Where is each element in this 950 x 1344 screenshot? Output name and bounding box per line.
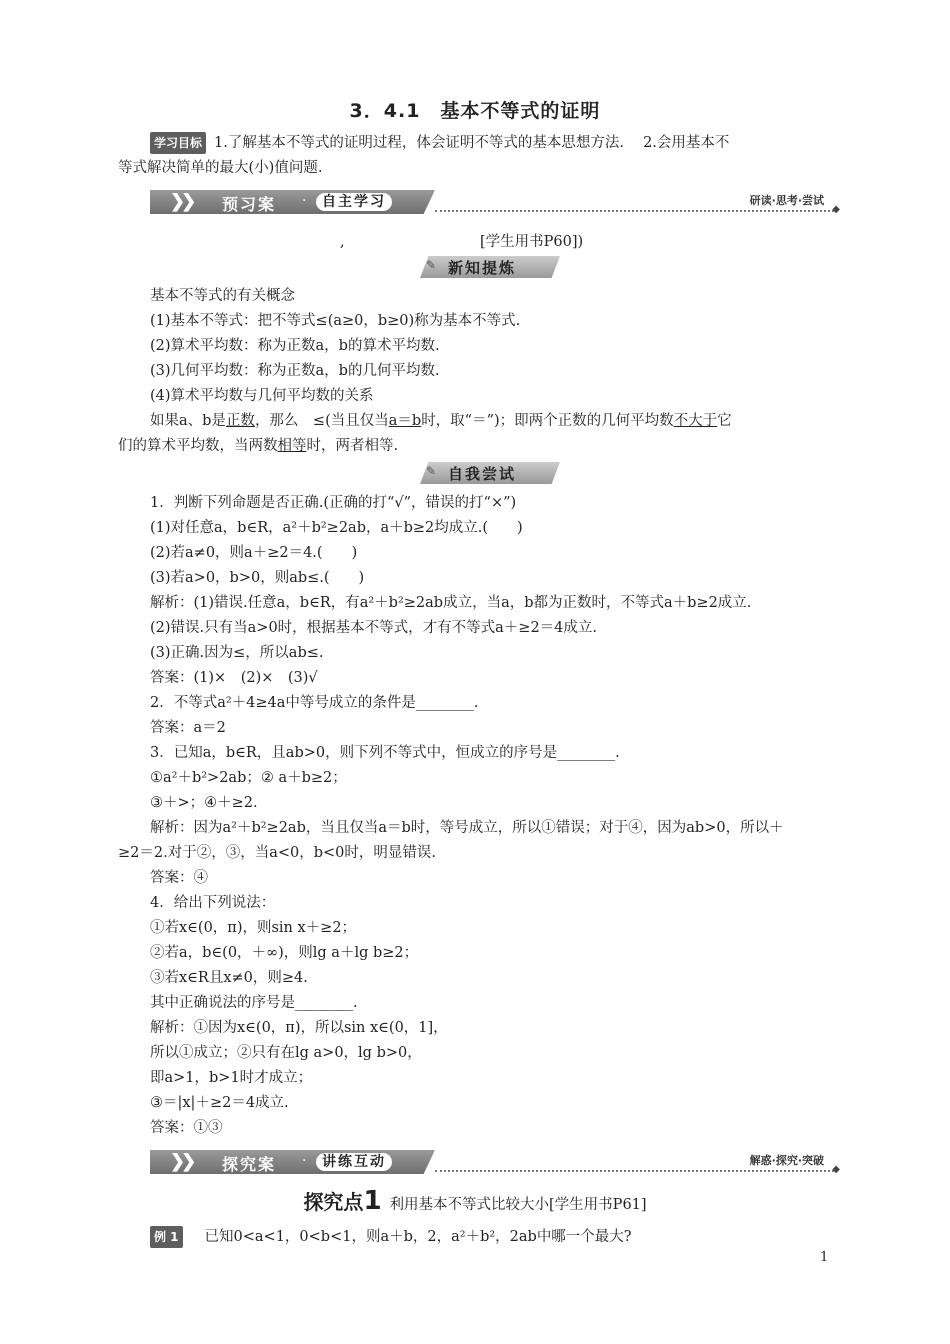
explore-bar-tagline: 解惑·探究·突破 (749, 1154, 824, 1167)
leaf-icon: ✎ (426, 258, 437, 272)
text-span: 时，取“＝”)；即两个正数的几何平均数 (421, 413, 674, 429)
underlined-answer: 不大于 (673, 413, 718, 429)
bar-dot-separator: · (302, 1153, 307, 1169)
self-test-heading (420, 462, 560, 484)
explore-section-bar (150, 1150, 840, 1178)
point-label: 探究点 (303, 1190, 364, 1214)
page-number: 1 (820, 1250, 829, 1265)
preview-bar-subtitle: 自主学习 (316, 193, 392, 211)
content-line: 解析：因为a²＋b²≥2ab，当且仅当a＝b时，等号成立，所以①错误；对于④，因为ab>0，所以＋ (150, 820, 784, 836)
underlined-answer: 正数 (225, 413, 255, 429)
point-topic: 利用基本不等式比较大小[学生用书P61] (389, 1197, 647, 1213)
relation-line-2 (118, 436, 398, 456)
content-line: ①若x∈(0，π)，则sin x＋≥2； (150, 920, 357, 936)
content-line: (3)若a>0，b>0，则ab≤.( ) (150, 570, 365, 586)
double-chevron-icon: ❯❯ (170, 1151, 193, 1172)
underlined-answer: a＝b (388, 413, 422, 429)
comma-mark: , (340, 234, 345, 250)
concept-item: (3)几何平均数：称为正数a，b的几何平均数. (150, 363, 440, 379)
content-line: (1)对任意a，b∈R，a²＋b²≥2ab，a＋b≥2均成立.( ) (150, 520, 523, 536)
double-chevron-icon: ❯❯ (170, 191, 193, 212)
new-knowledge-heading (420, 256, 560, 278)
bar-dot-separator: · (302, 193, 307, 209)
dotted-rule (435, 1170, 834, 1172)
objectives-badge: 学习目标 (150, 132, 206, 154)
objectives-text-1: 1.了解基本不等式的证明过程，体会证明不等式的基本思想方法. 2.会用基本不 (214, 135, 730, 151)
content-line: ③＋>；④＋≥2. (150, 795, 258, 811)
exploration-point-title (0, 1186, 950, 1216)
objectives-line-1 (150, 132, 729, 154)
diamond-icon: ◆ (832, 1164, 840, 1175)
content-line: 答案：a＝2 (150, 720, 226, 736)
content-line: 解析：(1)错误.任意a，b∈R，有a²＋b²≥2ab成立，当a，b都为正数时，不等式a＋b≥2成立. (150, 595, 752, 611)
content-line: 1．判断下列命题是否正确.(正确的打“√”，错误的打“×”) (150, 495, 517, 511)
dotted-rule (435, 210, 834, 212)
content-line: 2．不等式a²＋4≥4a中等号成立的条件是________. (150, 695, 479, 711)
example-text: 已知0<a<1，0<b<1，则a＋b，2，a²＋b²，2ab中哪一个最大? (204, 1229, 632, 1245)
concept-item: (2)算术平均数：称为正数a，b的算术平均数. (150, 338, 440, 354)
text-span: 们的算术平均数，当两数 (118, 438, 278, 454)
page-title: 3．4.1 基本不等式的证明 (349, 100, 601, 122)
new-knowledge-label: 新知提炼 (448, 259, 517, 277)
content-line: ①a²＋b²>2ab；② a＋b≥2； (150, 770, 347, 786)
diamond-icon: ◆ (832, 204, 840, 215)
content-line: 解析：①因为x∈(0，π)，所以sin x∈(0，1]， (150, 1020, 448, 1036)
student-book-ref-1: [学生用书P60]) (480, 234, 584, 250)
concept-item: (4)算术平均数与几何平均数的关系 (150, 388, 374, 404)
content-line: 所以①成立；②只有在lg a>0，lg b>0， (150, 1045, 422, 1061)
point-number: 1 (363, 1186, 382, 1216)
concepts-heading: 基本不等式的有关概念 (150, 288, 295, 304)
underlined-answer: 相等 (277, 438, 307, 454)
content-line: 4．给出下列说法： (150, 895, 276, 911)
preview-bar-tagline: 研读·思考·尝试 (749, 194, 824, 207)
content-line: (2)若a≠0，则a＋≥2＝4.( ) (150, 545, 358, 561)
content-line: ≥2＝2.对于②，③，当a<0，b<0时，明显错误. (118, 845, 436, 861)
preview-section-bar (150, 190, 840, 218)
preview-bar-band (150, 190, 435, 214)
content-line: ②若a，b∈(0，＋∞)，则lg a＋lg b≥2； (150, 945, 419, 961)
content-line: (3)正确.因为≤，所以ab≤. (150, 645, 324, 661)
text-span: 它 (717, 413, 732, 429)
text-span: 时，两者相等. (306, 438, 399, 454)
content-line: 答案：④ (150, 870, 208, 886)
self-test-label: 自我尝试 (448, 465, 517, 483)
content-line: 3．已知a，b∈R，且ab>0，则下列不等式中，恒成立的序号是________. (150, 745, 620, 761)
content-line: ③＝|x|＋≥2＝4成立. (150, 1095, 289, 1111)
explore-bar-subtitle: 讲练互动 (316, 1153, 392, 1171)
explore-bar-band (150, 1150, 435, 1174)
explore-bar-title: 探究案 (222, 1155, 277, 1174)
content-line: 答案：①③ (150, 1120, 223, 1136)
concept-item: (1)基本不等式：把不等式≤(a≥0，b≥0)称为基本不等式. (150, 313, 521, 329)
content-line: 其中正确说法的序号是________. (150, 995, 358, 1011)
text-span: 如果a、b是 (150, 413, 226, 429)
leaf-icon: ✎ (426, 464, 437, 478)
content-line: ③若x∈R且x≠0，则≥4. (150, 970, 308, 986)
example-1 (150, 1226, 632, 1248)
text-span: ，那么 ≤(当且仅当 (254, 413, 389, 429)
relation-line-1 (150, 411, 732, 431)
content-line: 即a>1，b>1时才成立； (150, 1070, 313, 1086)
example-badge: 例 1 (150, 1226, 183, 1248)
content-line: (2)错误.只有当a>0时，根据基本不等式，才有不等式a＋≥2＝4成立. (150, 620, 598, 636)
objectives-line-2: 等式解决简单的最大(小)值问题. (118, 160, 323, 176)
content-line: 答案：(1)× (2)× (3)√ (150, 670, 318, 686)
preview-bar-title: 预习案 (222, 195, 277, 214)
